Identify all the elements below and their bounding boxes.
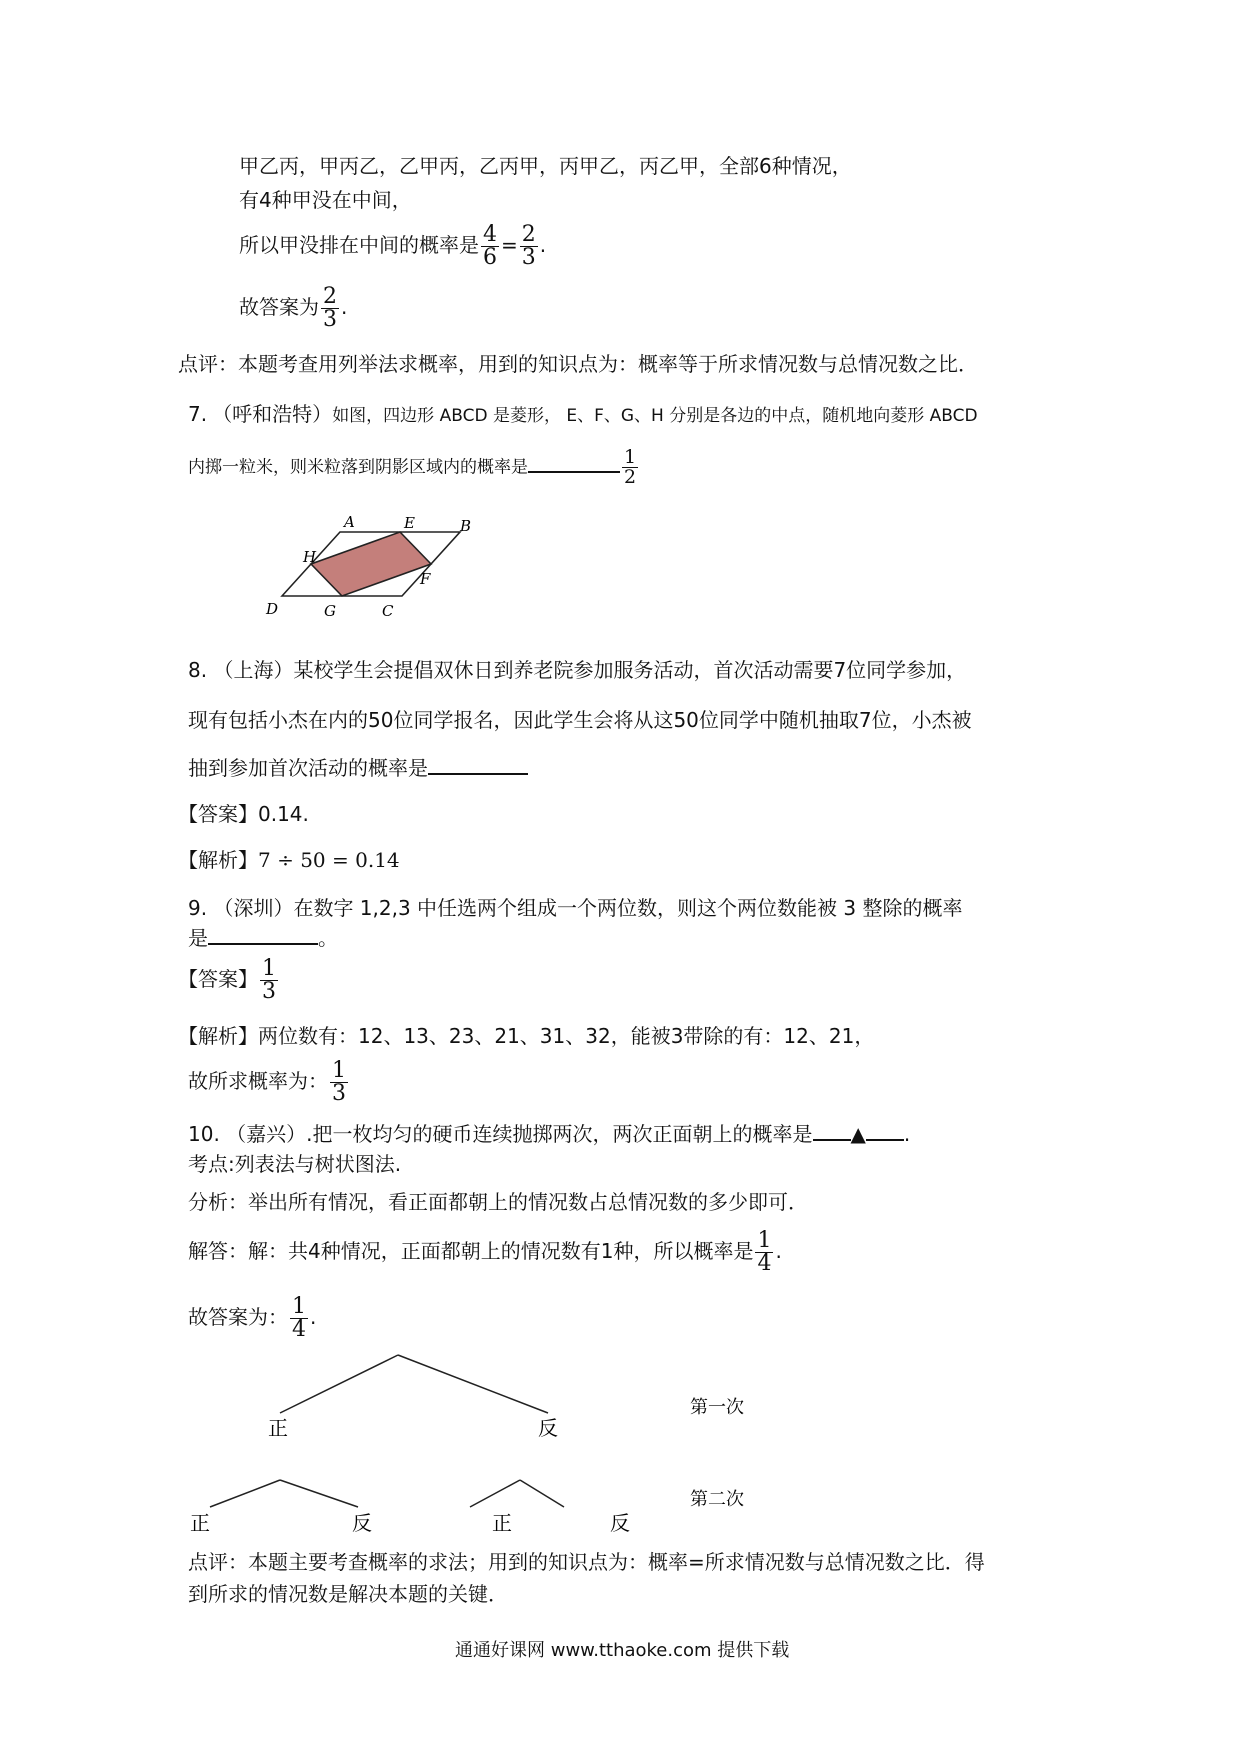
q6-answer-fraction: $\frac{2}{3}$ [323,284,337,332]
second-throw-label: 第二次 [690,1489,744,1510]
label-f: F [420,570,431,588]
q10-kaodian: 考点:列表法与树状图法. [188,1152,402,1176]
q10-question-text: 10. （嘉兴）.把一枚均匀的硬币连续抛掷两次，两次正面朝上的概率是 [188,1122,813,1146]
q6-cases-line: 甲乙丙，甲丙乙，乙甲丙，乙丙甲，丙甲乙，丙乙甲，全部6种情况， [239,154,852,178]
q10-jieda: 解答：解：共4种情况，正面都朝上的情况数有1种，所以概率是 $\frac{1}{4}$ . [188,1228,782,1276]
q10-answer-text: 故答案为： [188,1305,288,1329]
q7-source: （呼和浩特） [212,402,333,426]
first-throw-label: 第一次 [690,1397,744,1418]
q8-line2: 现有包括小杰在内的50位同学报名，因此学生会将从这50位同学中随机抽取7位，小杰被 [188,708,972,732]
q7-line2 [188,448,640,487]
label-e: E [404,514,415,532]
q6-probability-line: 所以甲没排在中间的概率是 $\frac{4}{6}$ = $\frac{2}{3}$ . [239,222,547,270]
q6-fraction-2-3: $\frac{2}{3}$ [521,222,536,270]
tree-branch-first-heads [280,1355,398,1413]
second-label-4: 反 [610,1511,630,1535]
q9-answer [178,958,280,1003]
label-h: H [303,548,317,566]
q7-text2: 内掷一粒米，则米粒落到阴影区域内的概率是 [188,457,528,478]
q8-line1: 8. （上海）某校学生会提倡双休日到养老院参加服务活动，首次活动需要7位同学参加， [188,658,967,682]
q6-comment: 点评：本题考查用列举法求概率，用到的知识点为：概率等于所求情况数与总情况数之比． [178,352,978,376]
q6-answer-line: 故答案为 $\frac{2}{3}$ . [239,284,348,332]
q7-answer-blank [528,471,620,473]
q10-blank-right [866,1139,904,1141]
triangle-icon: ▲ [850,1122,866,1146]
q10-answer-fraction: $\frac{1}{4}$ [292,1294,306,1342]
label-b: B [460,517,472,535]
second-label-1: 正 [190,1511,210,1535]
q10-fenxi: 分析：举出所有情况，看正面都朝上的情况数占总情况数的多少即可． [188,1190,808,1214]
label-g: G [324,602,336,620]
q7-text1: 如图，四边形 ABCD 是菱形， E、F、G、H 分别是各边的中点，随机地向菱形 ABCD [332,406,978,426]
q8-question-text: 抽到参加首次活动的概率是 [188,756,428,780]
q9-answer-fraction: $\frac{1}{3}$ [262,956,276,1004]
q7-line1 [188,400,978,428]
page-footer: 通通好课网 www.tthaoke.com 提供下载 [455,1640,790,1661]
q10-answer: 故答案为： $\frac{1}{4}$ . [188,1294,317,1342]
q9-result [188,1060,350,1105]
q9-result-text: 故所求概率为： [188,1069,328,1093]
q8-line3 [188,754,528,782]
label-d: D [266,600,279,618]
q10-comment-line2: 到所求的情况数是解决本题的关键． [188,1582,508,1606]
q9-answer-label: 【答案】 [178,967,258,991]
tree-branch-second-3 [470,1480,520,1507]
q9-result-fraction: $\frac{1}{3}$ [332,1058,346,1106]
q8-analysis-expression: 7 ÷ 50 = 0.14 [258,848,400,872]
first-heads-label: 正 [268,1416,288,1440]
second-label-2: 反 [352,1511,372,1535]
q7-rhombus-figure [258,508,488,626]
q6-fraction-4-6: $\frac{4}{6}$ [483,222,497,270]
q8-answer-blank [428,773,528,775]
tree-branch-first-tails [398,1355,548,1413]
q8-analysis [178,846,400,874]
q7-number: 7. [188,402,208,426]
q10-jieda-text: 解答：解：共4种情况，正面都朝上的情况数有1种，所以概率是 [188,1239,754,1263]
q7-answer-fraction: $\frac{1}{2}$ [624,446,637,488]
q10-comment-line1: 点评：本题主要考查概率的求法；用到的知识点为：概率=所求情况数与总情况数之比．得 [188,1550,985,1574]
q10-blank-left [813,1139,851,1141]
second-label-3: 正 [492,1511,512,1535]
shaded-region-efgh [311,532,431,596]
first-tails-label: 反 [538,1416,558,1440]
q8-analysis-label: 【解析】 [178,848,258,872]
label-c: C [382,602,394,620]
q10-jieda-fraction: $\frac{1}{4}$ [757,1228,772,1276]
q6-count-line: 有4种甲没在中间， [239,188,412,212]
q9-answer-blank [208,943,318,945]
q10-tree-diagram [180,1345,800,1545]
tree-branch-second-4 [520,1480,564,1507]
q8-answer: 【答案】0.14. [178,802,309,826]
q10-line1: 10. （嘉兴）.把一枚均匀的硬币连续抛掷两次，两次正面朝上的概率是 ▲ . [188,1122,911,1146]
tree-branch-second-2 [280,1480,358,1507]
q9-line2-prefix: 是 [188,926,208,950]
q9-analysis: 【解析】两位数有：12、13、23、21、31、32，能被3带除的有：12、21， [178,1024,875,1048]
label-a: A [344,513,355,531]
q6-answer-text: 故答案为 [239,295,319,319]
q9-line1: 9. （深圳）在数字 1,2,3 中任选两个组成一个两位数，则这个两位数能被 3 整除的概率 [188,896,963,920]
tree-branch-second-1 [210,1480,280,1507]
q6-probability-text: 所以甲没排在中间的概率是 [239,233,479,257]
q9-line2: 是 。 [188,926,338,950]
